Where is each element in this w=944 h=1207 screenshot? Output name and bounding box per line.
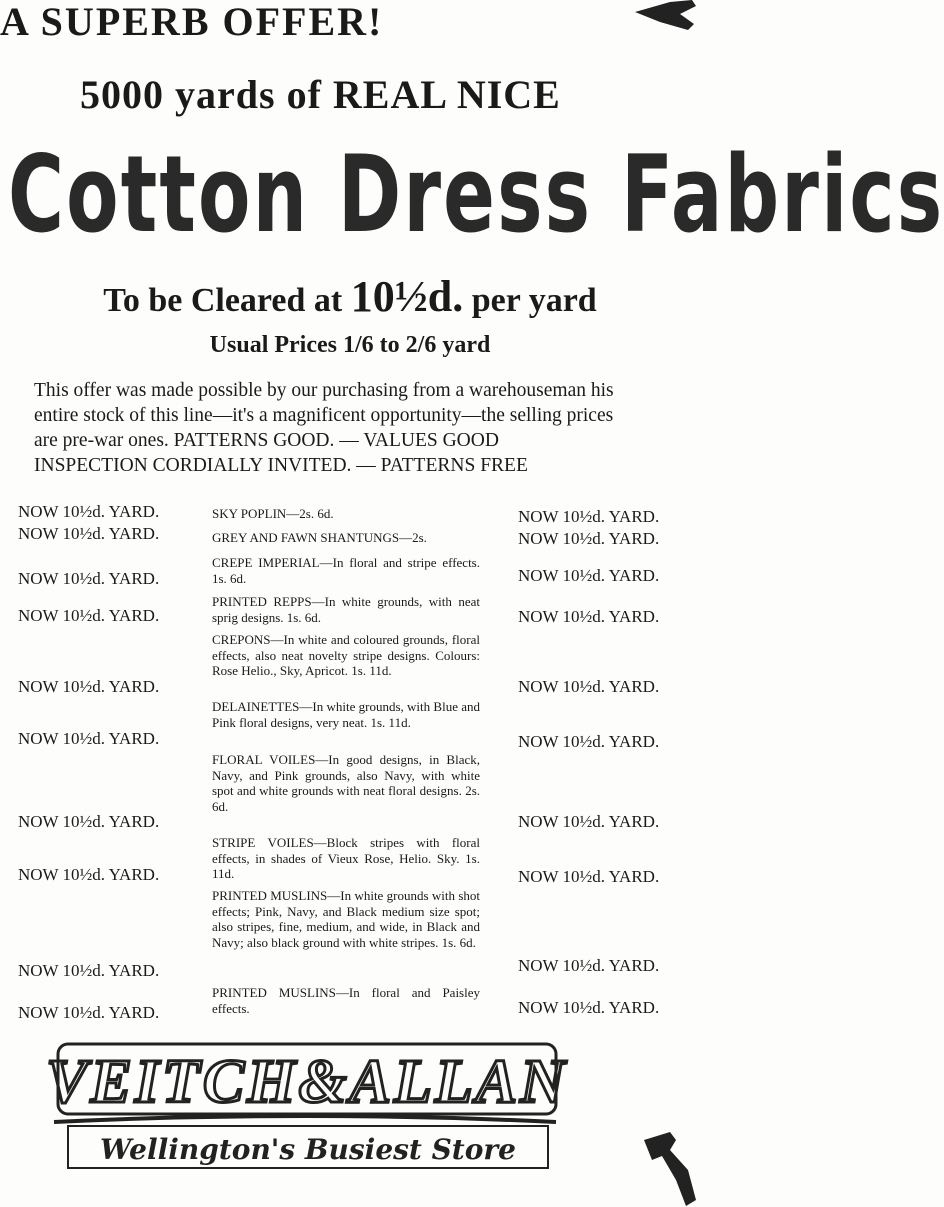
price-right: NOW 10½d. YARD.: [518, 607, 660, 626]
price-left: NOW 10½d. YARD.: [18, 961, 160, 980]
clearance-line: [0, 270, 700, 328]
item-description: PRINTED MUSLINS—In white grounds with shot effects; Pink, Navy, and Black medium size spot; also stripes, fine, medium, and wide, in Black and Navy; also black ground with white stripes. 1s. 6d.: [212, 888, 480, 950]
price-left: NOW 10½d. YARD.: [18, 606, 160, 625]
arrow-top-right-icon: [630, 0, 700, 32]
price-right: NOW 10½d. YARD.: [518, 732, 660, 751]
price-left: NOW 10½d. YARD.: [18, 812, 160, 831]
item-description: PRINTED MUSLINS—In floral and Paisley effects.: [212, 985, 480, 1016]
price-right: NOW 10½d. YARD.: [518, 812, 660, 831]
item-description: STRIPE VOILES—Block stripes with floral effects, in shades of Vieux Rose, Helio. Sky. 1s. 11d.: [212, 835, 480, 881]
item-description: DELAINETTES—In white grounds, with Blue and Pink floral designs, very neat. 1s. 11d.: [212, 699, 480, 730]
price-right: NOW 10½d. YARD.: [518, 677, 660, 696]
intro-text: are pre-war ones.: [34, 430, 169, 451]
price-right: NOW 10½d. YARD.: [518, 867, 660, 886]
item-description: CREPE IMPERIAL—In floral and stripe effects. 1s. 6d.: [212, 555, 480, 586]
intro-line: [34, 453, 644, 478]
clearance-suffix: per yard: [471, 282, 597, 319]
subheadline: 5000 yards of REAL NICE: [80, 72, 561, 117]
item-description: FLORAL VOILES—In good designs, in Black, Navy, and Pink grounds, also Navy, with white spot and white grounds with neat floral designs. 2s. 6d.: [212, 752, 480, 814]
clearance-price: 10½d.: [350, 272, 464, 321]
price-right: NOW 10½d. YARD.: [518, 529, 660, 548]
product-title: Cotton Dress Fabrics: [8, 133, 944, 256]
headline: A SUPERB OFFER!: [0, 0, 384, 44]
patterns-free: PATTERNS FREE: [380, 455, 528, 476]
price-left: NOW 10½d. YARD.: [18, 1003, 160, 1022]
patterns-good: PATTERNS GOOD.: [173, 430, 335, 451]
price-left: NOW 10½d. YARD.: [18, 524, 160, 543]
price-left: NOW 10½d. YARD.: [18, 502, 160, 521]
price-right: NOW 10½d. YARD.: [518, 507, 660, 526]
price-left: NOW 10½d. YARD.: [18, 865, 160, 884]
arrow-bottom-right-icon: [640, 1130, 700, 1207]
dash: —: [339, 430, 359, 451]
svg-text:VEITCH&ALLAN: VEITCH&ALLAN: [46, 1048, 568, 1116]
intro-paragraph: [34, 378, 644, 478]
item-description: PRINTED REPPS—In white grounds, with neat sprig designs. 1s. 6d.: [212, 594, 480, 625]
item-description: GREY AND FAWN SHANTUNGS—2s.: [212, 530, 427, 545]
price-right: NOW 10½d. YARD.: [518, 956, 660, 975]
price-left: NOW 10½d. YARD.: [18, 569, 160, 588]
values-good: VALUES GOOD: [363, 430, 499, 451]
svg-text:Wellington's Busiest Store: Wellington's Busiest Store: [100, 1133, 516, 1166]
veitch-allan-logo: [48, 1038, 568, 1178]
inspection-invited: INSPECTION CORDIALLY INVITED.: [34, 455, 352, 476]
intro-line: This offer was made possible by our purchasing from a warehouseman his: [34, 380, 614, 401]
usual-prices: Usual Prices 1/6 to 2/6 yard: [209, 332, 491, 358]
item-description: CREPONS—In white and coloured grounds, floral effects, also neat novelty stripe designs. Colours: Rose Helio., Sky, Apricot. 1s. 11d.: [212, 632, 480, 678]
intro-line: [34, 428, 644, 453]
price-right: NOW 10½d. YARD.: [518, 566, 660, 585]
price-right: NOW 10½d. YARD.: [518, 998, 660, 1017]
price-left: NOW 10½d. YARD.: [18, 729, 160, 748]
intro-line: entire stock of this line—it's a magnificent opportunity—the selling prices: [34, 405, 614, 426]
item-description: SKY POPLIN—2s. 6d.: [212, 506, 334, 521]
clearance-prefix: To be Cleared at: [103, 282, 343, 319]
price-left: NOW 10½d. YARD.: [18, 677, 160, 696]
dash: —: [356, 455, 376, 476]
